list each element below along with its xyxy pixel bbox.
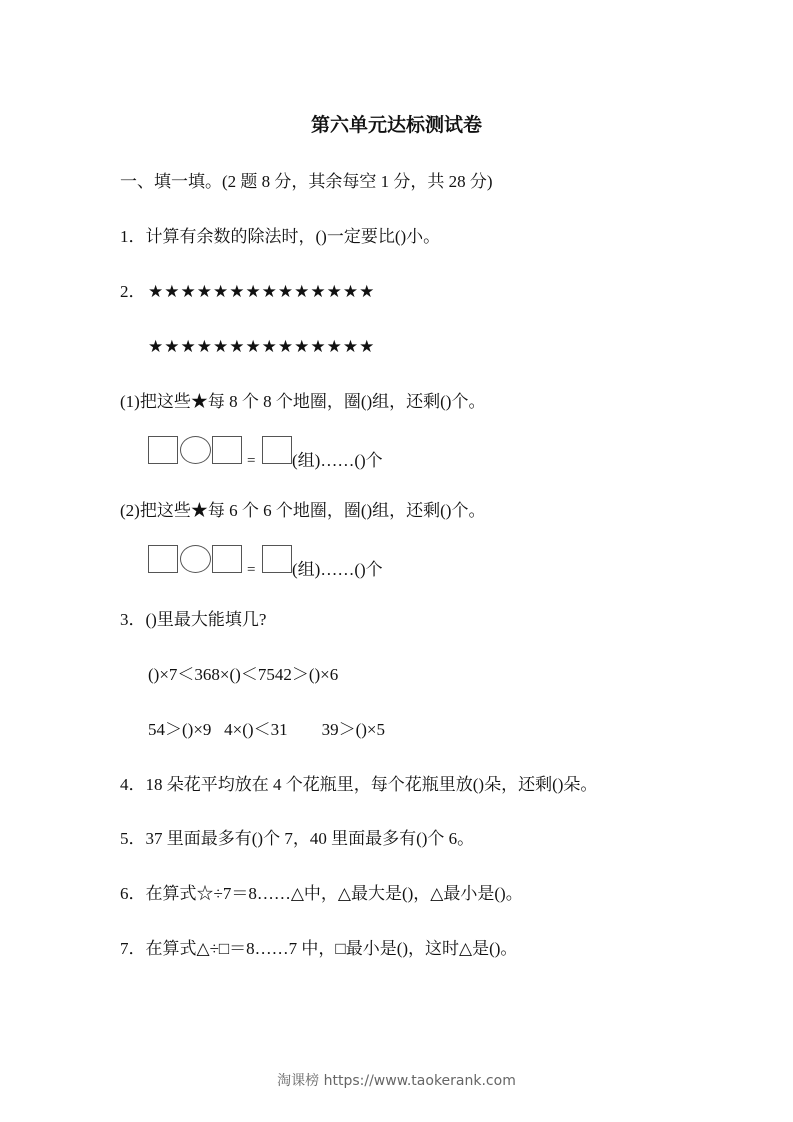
page-title: 第六单元达标测试卷 (310, 115, 482, 136)
question-2-part-2: (2)把这些★每 6 个 6 个地圈，圈()组，还剩()个。 (120, 501, 486, 520)
answer-box[interactable] (262, 436, 292, 464)
question-7: 7．在算式△÷□＝8……7 中，□最小是()，这时△是()。 (120, 939, 518, 958)
section-heading: 一、填一填。(2 题 8 分，其余每空 1 分，共 28 分) (120, 172, 493, 191)
question-6: 6．在算式☆÷7＝8……△中，△最大是()，△最小是()。 (120, 884, 523, 903)
equation-result: (组)……()个 (292, 560, 383, 579)
answer-box[interactable] (262, 545, 292, 573)
stars-row-1: ★★★★★★★★★★★★★★ (148, 282, 376, 301)
answer-box[interactable] (212, 545, 242, 573)
operator-circle[interactable] (180, 436, 211, 464)
question-2-label: 2． (120, 282, 146, 301)
equals-sign: = (247, 562, 256, 578)
question-2-part-1: (1)把这些★每 8 个 8 个地圈，圈()组，还剩()个。 (120, 392, 486, 411)
question-3: 3．()里最大能填几? (120, 610, 267, 629)
question-1: 1．计算有余数的除法时，()一定要比()小。 (120, 227, 441, 246)
stars-row-2: ★★★★★★★★★★★★★★ (148, 337, 376, 356)
operator-circle[interactable] (180, 545, 211, 573)
answer-box[interactable] (148, 436, 178, 464)
question-3-line-2: 54＞()×9 4×()＜31 39＞()×5 (148, 720, 385, 739)
question-4: 4．18 朵花平均放在 4 个花瓶里，每个花瓶里放()朵，还剩()朵。 (120, 775, 598, 794)
footer-watermark: 淘课榜 https://www.taokerank.com (277, 1073, 516, 1089)
answer-box[interactable] (212, 436, 242, 464)
question-3-line-1: ()×7＜368×()＜7542＞()×6 (148, 665, 339, 684)
question-5: 5．37 里面最多有()个 7，40 里面最多有()个 6。 (120, 829, 475, 848)
equation-result: (组)……()个 (292, 451, 383, 470)
answer-box[interactable] (148, 545, 178, 573)
equals-sign: = (247, 453, 256, 469)
